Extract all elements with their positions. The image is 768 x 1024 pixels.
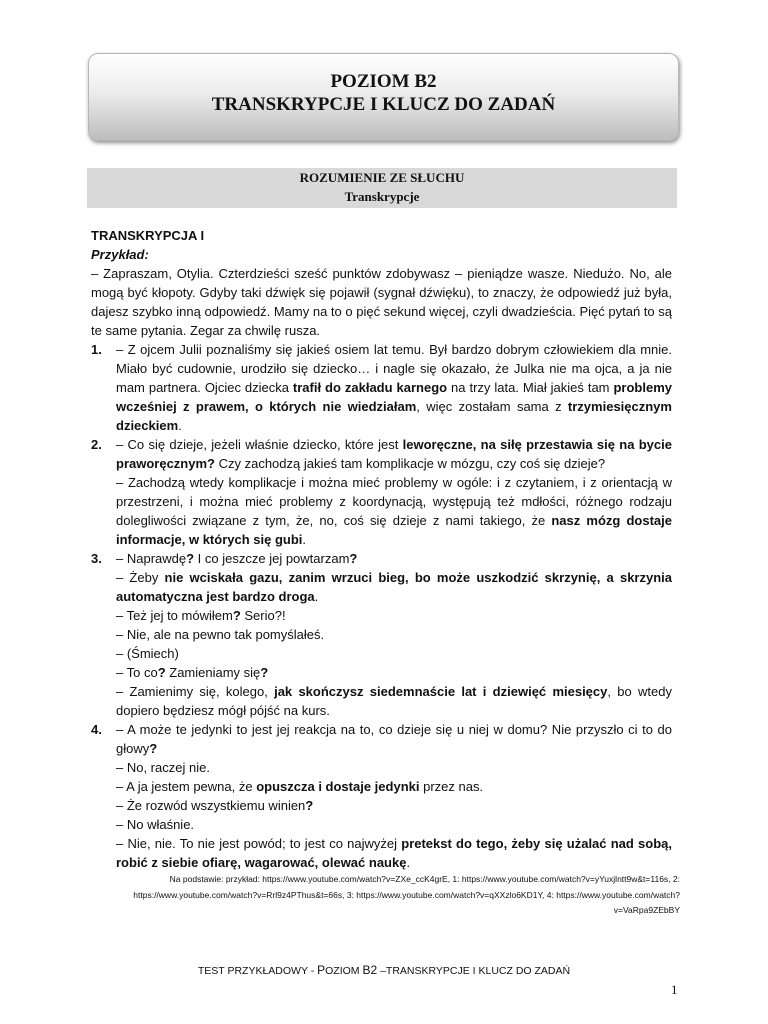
transcript-item-2 (91, 435, 672, 549)
title-banner (88, 53, 679, 141)
transcript-heading: TRANSKRYPCJA I (91, 228, 205, 243)
item-paragraph: – Zachodzą wtedy komplikacje i można mieć problemy w ogóle: i z czytaniem, i z orientacją w przestrzeni, i można mieć problemy z koordynacją, występują też mdłości, różnego rodzaju dolegliwości związane z tym, że, no, coś się dzieje z nami takiego, że nasz mózg dostaje informacje, w których się gubi. (116, 475, 672, 547)
dialogue-line: – No właśnie. (116, 817, 195, 832)
source-note: Na podstawie: przykład: https://www.youtube.com/watch?v=ZXe_ccK4grE, 1: https://www.youtube.com/watch?v=yYuxjlntt9w&t=116s, 2: https://www.youtube.com/watch?v=Rrl9z4PThus&t=66s, 3: https://www.youtube.com/watch?v=qXXzlo6KD1Y, 4: https://www.youtube.com/watch?v=VaRpa9ZEbBY (133, 874, 680, 915)
page-number: 1 (671, 982, 678, 997)
page-footer: TEST PRZYKŁADOWY - POZIOM B2 –TRANSKRYPCJE I KLUCZ DO ZADAŃ (197, 963, 571, 977)
example-label: Przykład: (91, 247, 149, 262)
transcript-content (91, 226, 672, 872)
dialogue-line: – No, raczej nie. (116, 760, 210, 775)
dialogue-line: – Naprawdę? I co jeszcze jej powtarzam? (116, 551, 358, 566)
dialogue-line: – Nie, ale na pewno tak pomyślałeś. (116, 627, 325, 642)
dialogue-line: – To co? Zamieniamy się? (116, 665, 269, 680)
document-subtitle: TRANSKRYPCJE I KLUCZ DO ZADAŃ (211, 94, 556, 115)
example-text: – Zapraszam, Otylia. Czterdzieści sześć punktów zdobywasz – pieniądze wasze. Niedużo. No, ale mogą być kłopoty. Gdyby taki dźwięk się pojawił (sygnał dźwięku), to znaczy, że odpowiedź już była, dajesz szybko inną odpowiedź. Mamy na to o pięć sekund więcej, czyli dwadzieścia. Pięć pytań to są te same pytania. Zegar za chwilę rusza. (91, 266, 672, 338)
item-number: 2. (91, 437, 102, 452)
item-paragraph: – Z ojcem Julii poznaliśmy się jakieś osiem lat temu. Był bardzo dobrym człowiekiem dla mnie. Miało być cudownie, urodziło się dziecko… i nagle się okazało, że Julka nie ma ojca, a ja nie mam partnera. Ojciec dziecka trafił do zakładu karnego na trzy lata. Miał jakieś tam problemy wcześniej z prawem, o których nie wiedziałam, więc zostałam sama z trzymiesięcznym dzieckiem. (116, 342, 672, 433)
transcript-item-1 (91, 340, 672, 435)
item-number: 4. (91, 722, 102, 737)
document-title: POZIOM B2 (330, 71, 437, 92)
item-paragraph: – Co się dzieje, jeżeli właśnie dziecko, które jest leworęczne, na siłę przestawia się na bycie praworęcznym? Czy zachodzą jakieś tam komplikacje w mózgu, czy coś się dzieje? (116, 437, 672, 471)
transcript-item-3 (91, 549, 672, 720)
section-header (87, 168, 677, 208)
section-subtitle: Transkrypcje (344, 189, 420, 204)
item-number: 1. (91, 342, 102, 357)
section-title: ROZUMIENIE ZE SŁUCHU (299, 170, 465, 185)
dialogue-line: – (Śmiech) (116, 646, 179, 661)
dialogue-line: – A ja jestem pewna, że opuszcza i dostaje jedynki przez nas. (116, 779, 484, 794)
dialogue-line: – Zamienimy się, kolego, jak skończysz siedemnaście lat i dziewięć miesięcy, bo wtedy dopiero będziesz mógł pójść na kurs. (116, 684, 672, 718)
item-number: 3. (91, 551, 102, 566)
transcript-item-4 (91, 720, 672, 872)
dialogue-line: – Że rozwód wszystkiemu winien? (116, 798, 314, 813)
dialogue-line: – Nie, nie. To nie jest powód; to jest co najwyżej pretekst do tego, żeby się użalać nad sobą, robić z siebie ofiarę, wagarować, olewać naukę. (116, 836, 673, 870)
dialogue-line: – Żeby nie wciskała gazu, zanim wrzuci bieg, bo może uszkodzić skrzynię, a skrzynia automatyczna jest bardzo droga. (116, 570, 672, 604)
dialogue-line: – A może te jedynki to jest jej reakcja na to, co dzieje się u niej w domu? Nie przyszło ci to do głowy? (116, 722, 672, 756)
dialogue-line: – Też jej to mówiłem? Serio?! (116, 608, 286, 623)
